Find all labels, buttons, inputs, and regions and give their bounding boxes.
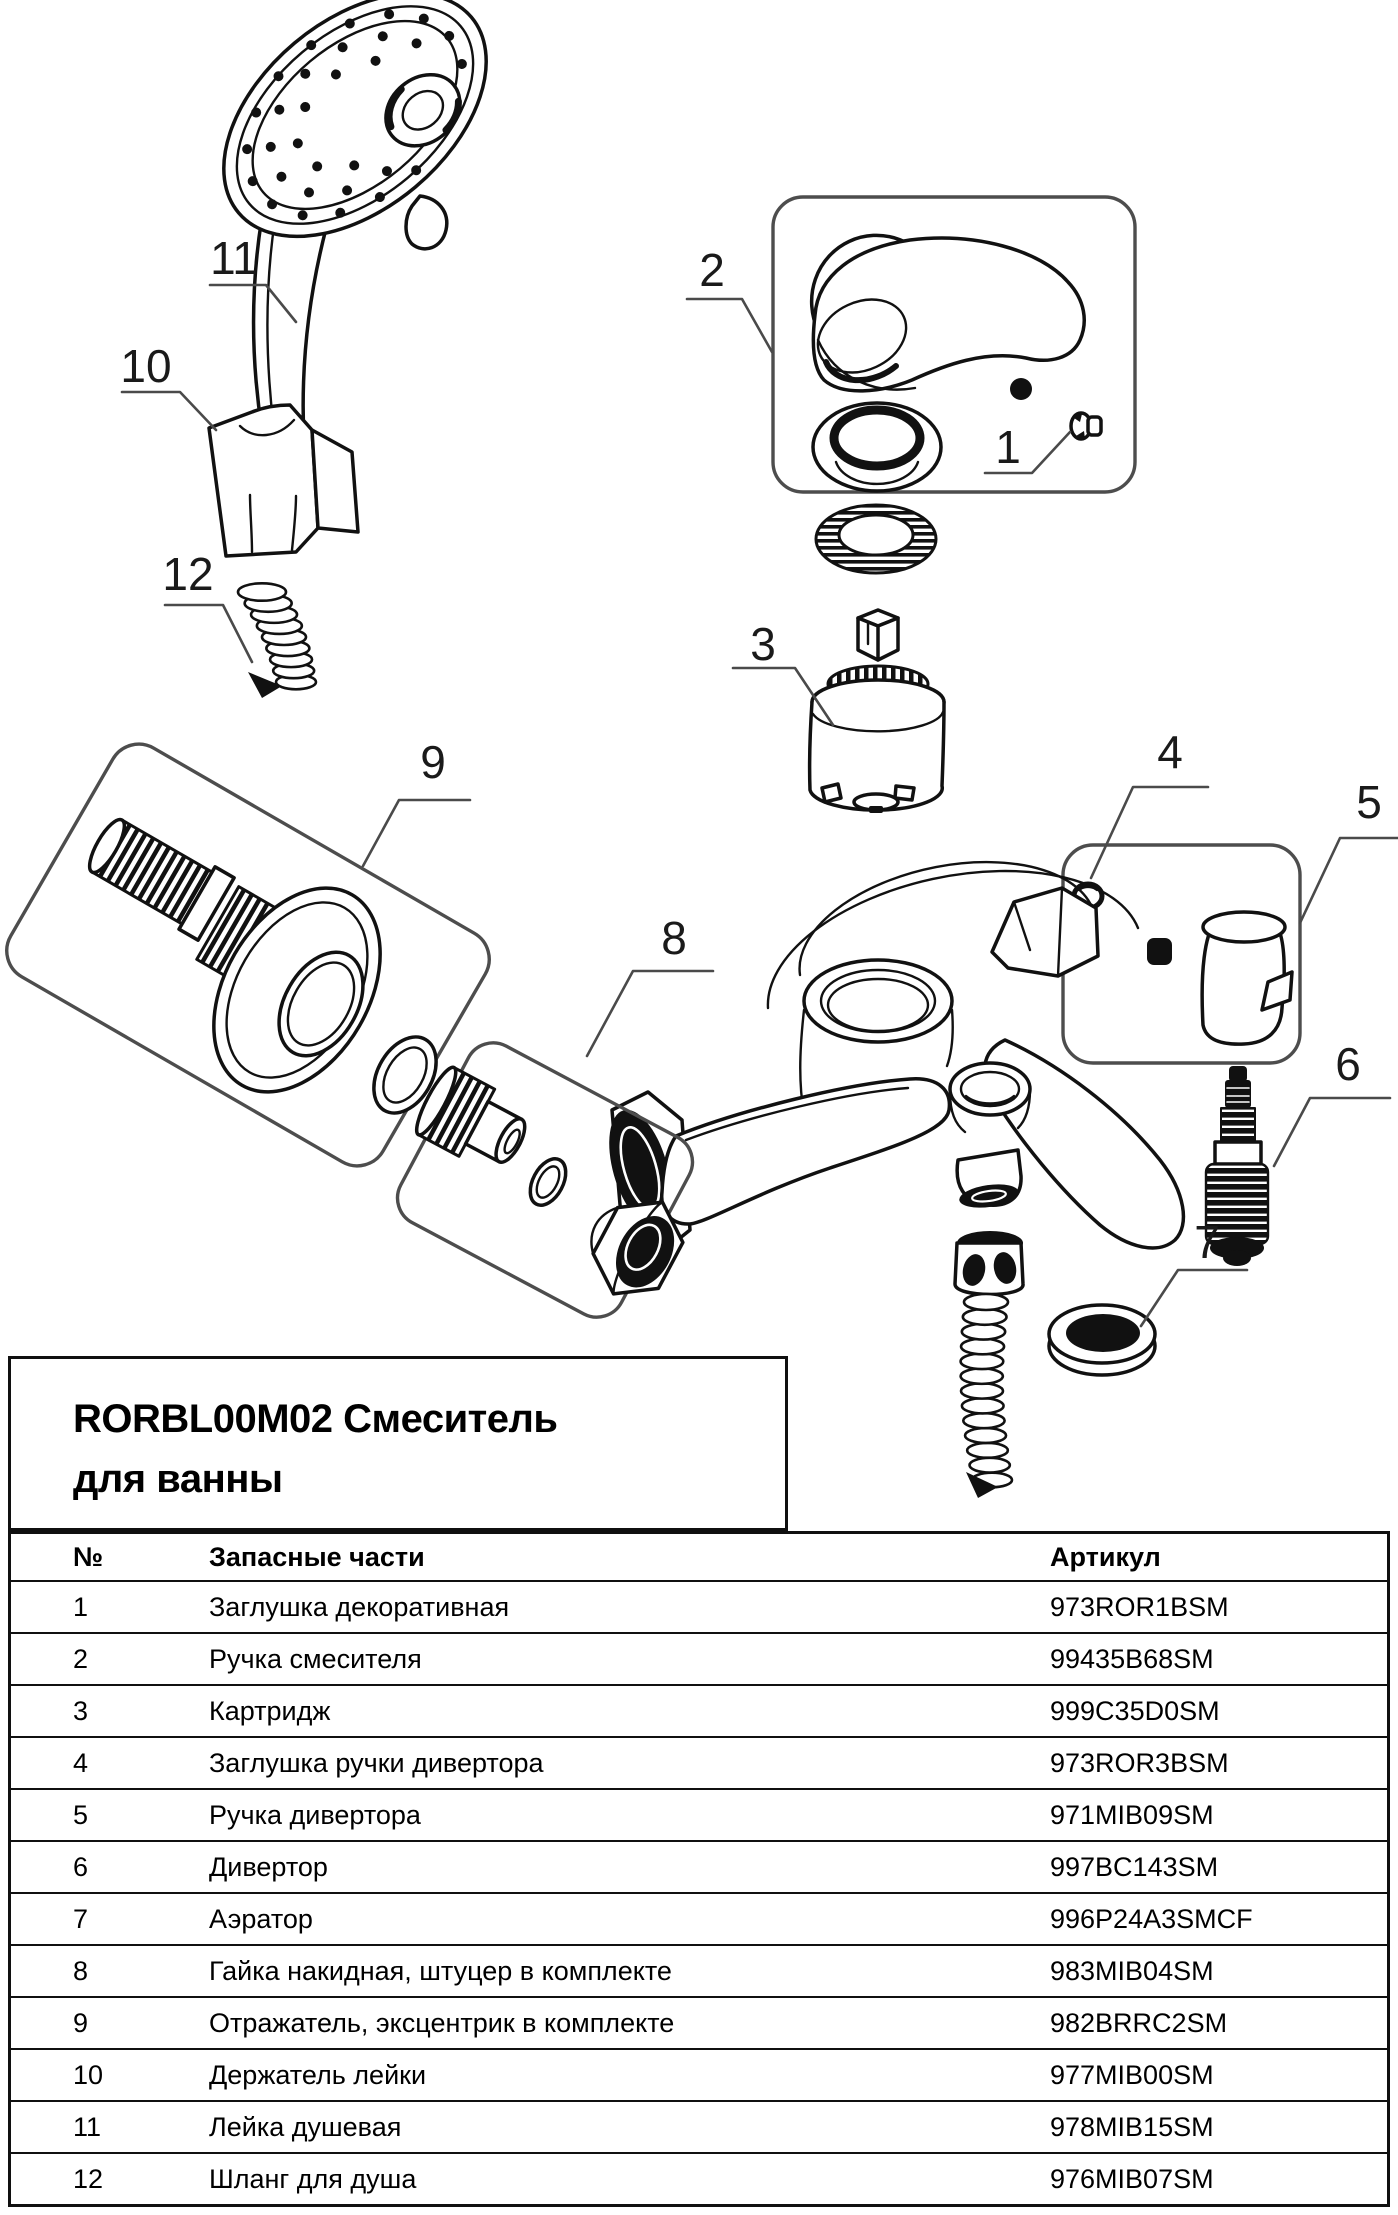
cell-sku: 999C35D0SM: [1050, 1695, 1220, 1726]
cell-name: Заглушка ручки дивертора: [209, 1747, 544, 1778]
cell-sku: 973ROR3BSM: [1050, 1747, 1229, 1778]
product-title-line1: RORBL00M02 Смеситель: [73, 1397, 558, 1441]
cell-num: 4: [73, 1747, 89, 1778]
cell-num: 5: [73, 1799, 89, 1830]
decorative-ring: [813, 403, 941, 491]
callout-7: 7: [1194, 1216, 1220, 1268]
cell-name: Отражатель, эксцентрик в комплекте: [209, 2007, 675, 2038]
cell-num: 11: [73, 2111, 102, 2142]
header-sku: Артикул: [1050, 1541, 1161, 1572]
header-name: Запасные части: [209, 1541, 425, 1572]
table-row: [11, 2100, 1387, 2152]
cell-num: 2: [73, 1643, 89, 1674]
callout-1: 1: [995, 421, 1021, 473]
handle-group-box: [773, 197, 1135, 492]
parts-table: [8, 1531, 1390, 2207]
callout-11: 11: [210, 232, 258, 284]
table-row: [11, 1736, 1387, 1788]
cell-name: Картридж: [209, 1695, 331, 1726]
cell-name: Шланг для душа: [209, 2163, 417, 2194]
shower-holder: [209, 405, 358, 556]
cell-sku: 982BRRC2SM: [1050, 2007, 1228, 2038]
cell-sku: 997BC143SM: [1050, 1851, 1219, 1882]
cell-num: 6: [73, 1851, 89, 1882]
diverter-knob: [1202, 912, 1292, 1044]
spout-outlet: [957, 1150, 1021, 1211]
callout-5: 5: [1356, 776, 1382, 828]
cell-name: Лейка душевая: [209, 2111, 402, 2142]
cell-num: 3: [73, 1695, 89, 1726]
head-clip-tab: [406, 196, 447, 249]
title-box: [8, 1356, 788, 1531]
handle-lock-nut: [816, 505, 936, 573]
table-header-row: [11, 1534, 1387, 1580]
cell-name: Гайка накидная, штуцер в комплекте: [209, 1955, 672, 1986]
cell-name: Аэратор: [209, 1903, 313, 1934]
table-row: [11, 1840, 1387, 1892]
callout-12: 12: [162, 548, 214, 600]
cell-name: Дивертор: [209, 1851, 328, 1882]
callout-2: 2: [699, 244, 725, 296]
cell-num: 12: [73, 2163, 104, 2194]
callout-8: 8: [661, 912, 687, 964]
table-row: [11, 1684, 1387, 1736]
eccentric-fitting: [80, 810, 234, 940]
mixer-handle: [813, 238, 1084, 391]
aerator: [1049, 1305, 1155, 1375]
cell-sku: 976MIB07SM: [1050, 2163, 1214, 2194]
table-row: [11, 2048, 1387, 2100]
connection-hose-corrugation: [961, 1294, 1012, 1487]
handle-screw: [1010, 378, 1032, 400]
diverter-screw: [1147, 938, 1172, 965]
table-row: [11, 1632, 1387, 1684]
spout-arm: [662, 1079, 950, 1224]
cell-num: 1: [73, 1591, 89, 1622]
table-row: [11, 1580, 1387, 1632]
cell-sku: 977MIB00SM: [1050, 2059, 1214, 2090]
callout-6: 6: [1335, 1038, 1361, 1090]
cell-sku: 983MIB04SM: [1050, 1955, 1214, 1986]
cell-name: Ручка смесителя: [209, 1643, 422, 1674]
table-row: [11, 1788, 1387, 1840]
cell-num: 8: [73, 1955, 89, 1986]
cartridge: [810, 610, 944, 813]
cell-name: Заглушка декоративная: [209, 1591, 510, 1622]
cell-sku: 996P24A3SMCF: [1050, 1903, 1253, 1934]
header-num: №: [73, 1541, 104, 1572]
product-title-line2: для ванны: [73, 1457, 283, 1501]
o-ring-small: [523, 1153, 573, 1211]
cell-sku: 971MIB09SM: [1050, 1799, 1214, 1830]
cell-num: 10: [73, 2059, 104, 2090]
cell-num: 9: [73, 2007, 89, 2038]
cell-sku: 99435B68SM: [1050, 1643, 1214, 1674]
table-row: [11, 1944, 1387, 1996]
connection-hose: [955, 1231, 1023, 1295]
callout-10: 10: [120, 340, 172, 392]
table-row: [11, 2152, 1387, 2204]
callout-9: 9: [420, 736, 446, 788]
table-row: [11, 1996, 1387, 2048]
cell-sku: 978MIB15SM: [1050, 2111, 1214, 2142]
cell-sku: 973ROR1BSM: [1050, 1591, 1229, 1622]
cell-name: Держатель лейки: [209, 2059, 427, 2090]
callout-4: 4: [1157, 726, 1183, 778]
table-row: [11, 1892, 1387, 1944]
cell-name: Ручка дивертора: [209, 1799, 421, 1830]
cell-num: 7: [73, 1903, 89, 1934]
diverter-seat-hex: [992, 888, 1098, 976]
callout-3: 3: [750, 618, 776, 670]
decorative-plug-1: [1071, 413, 1101, 440]
